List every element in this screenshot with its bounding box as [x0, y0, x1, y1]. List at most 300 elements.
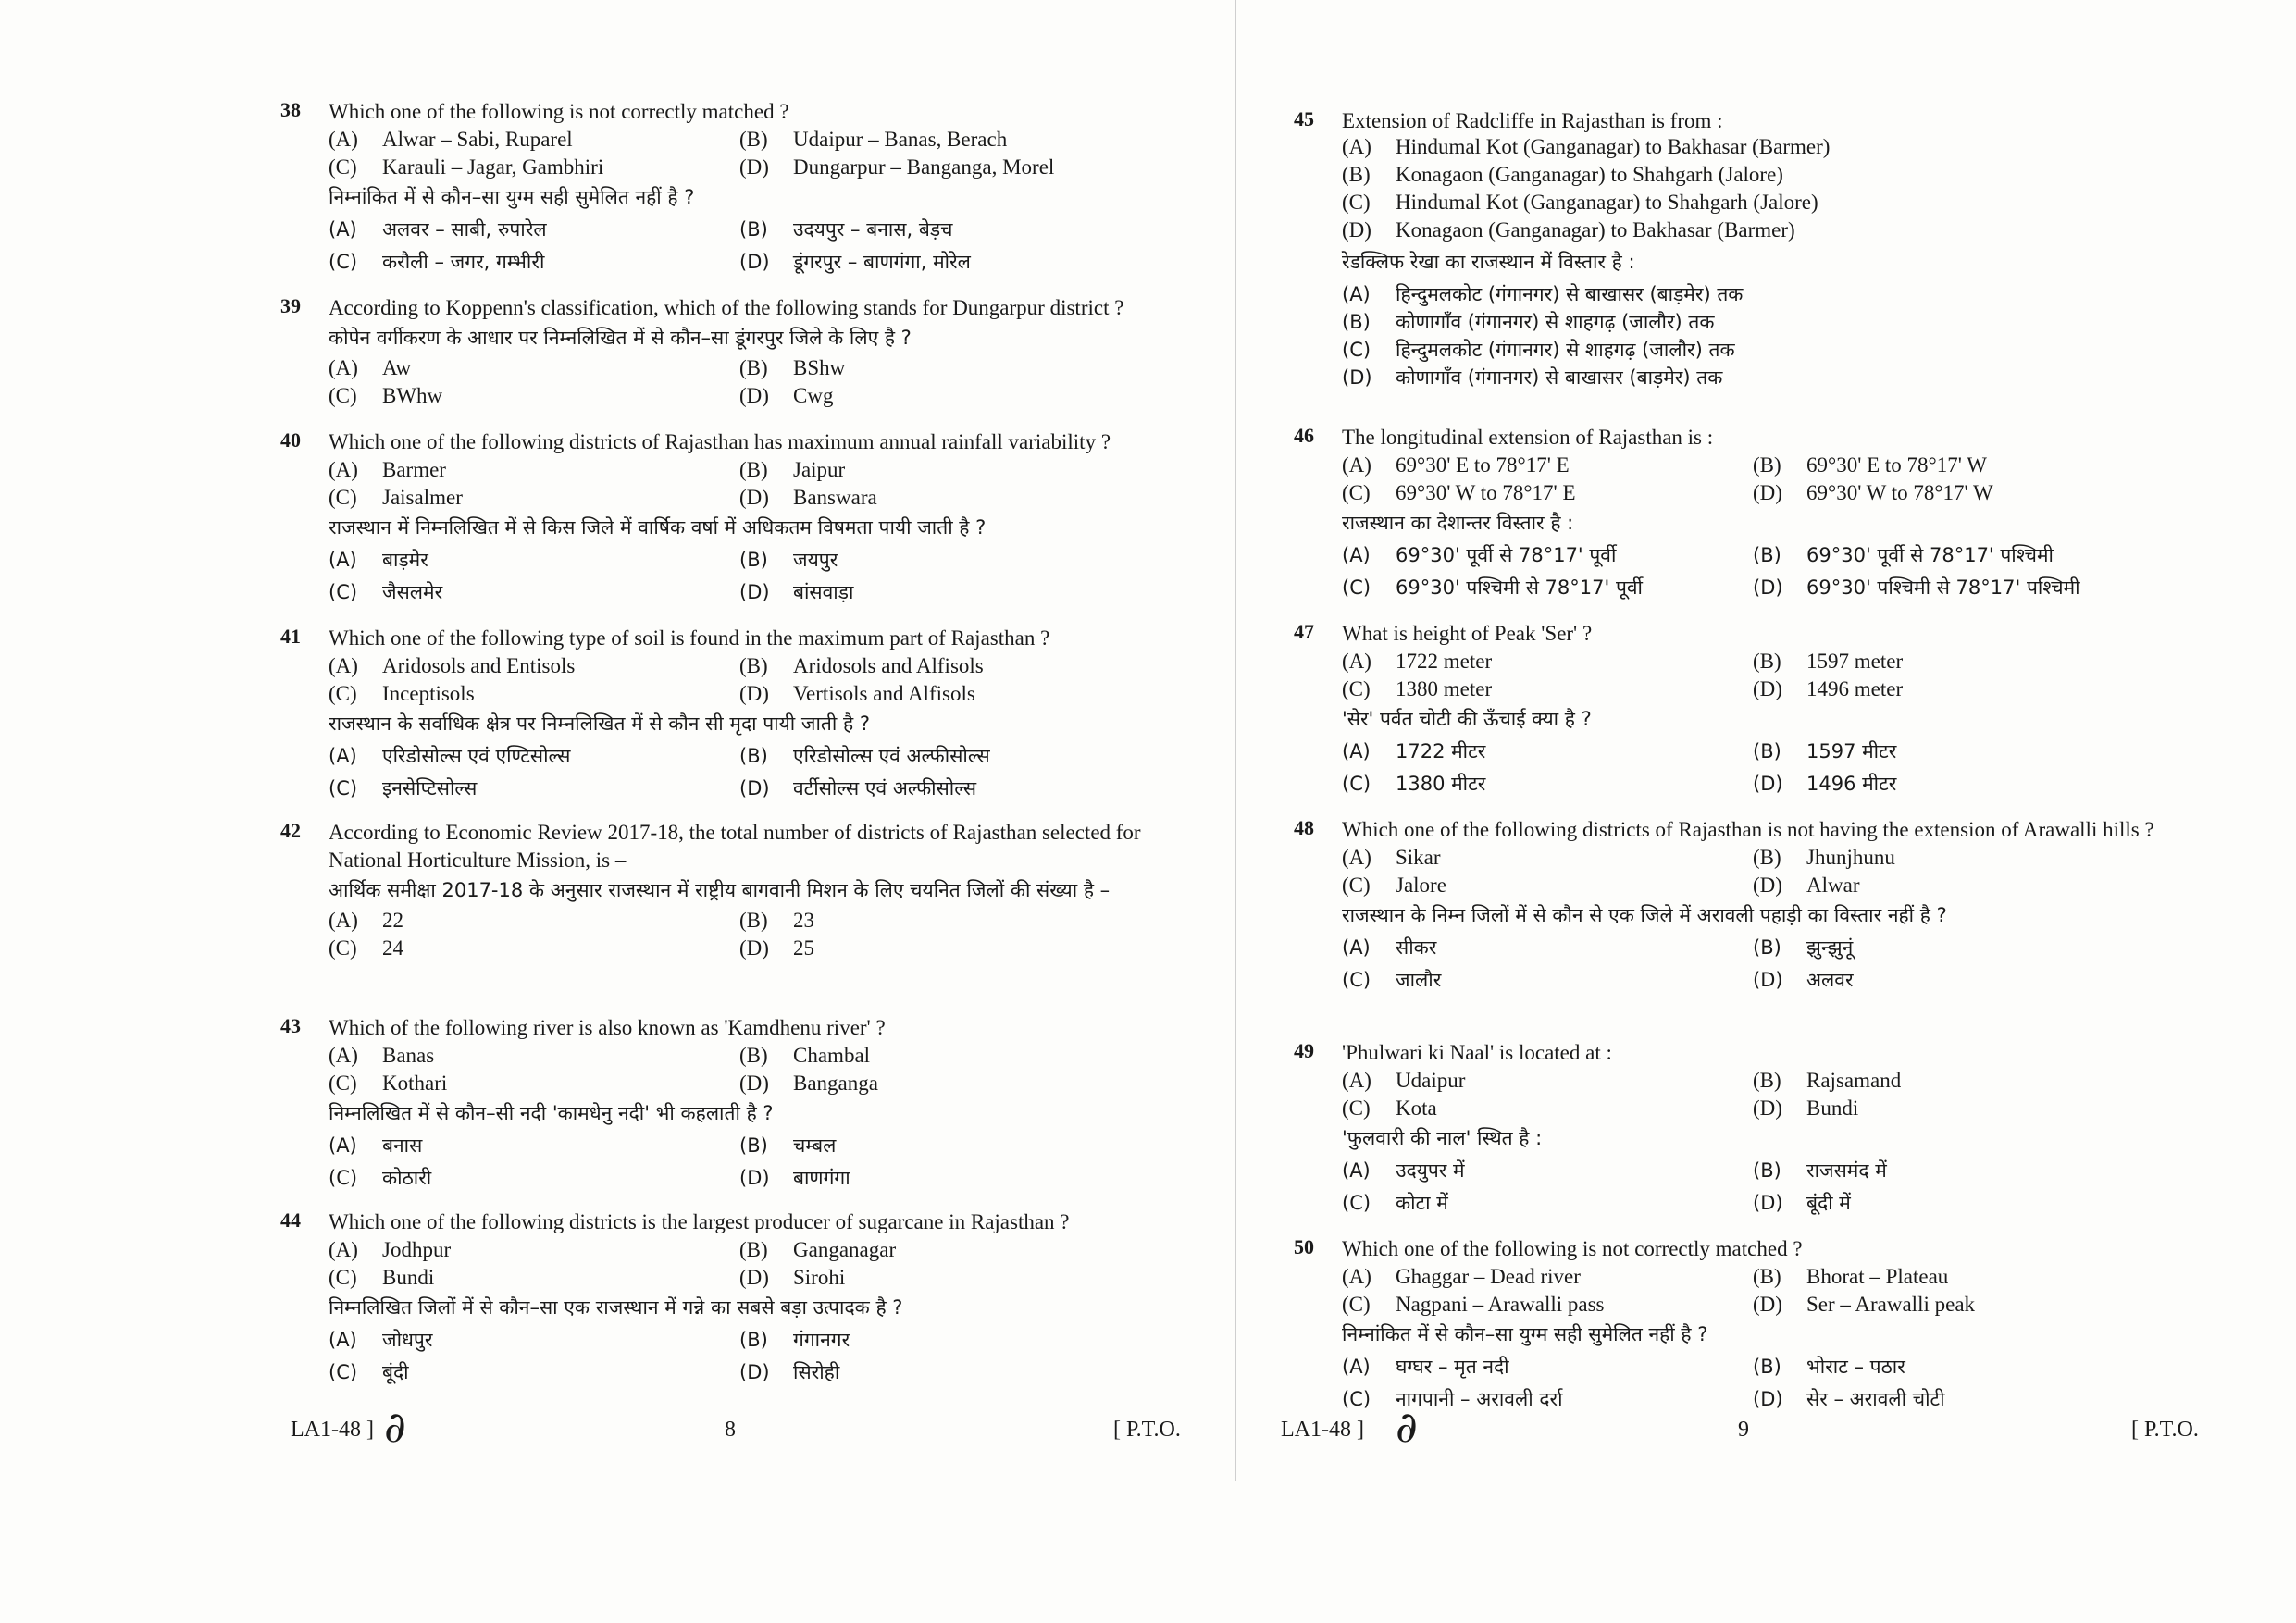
option-text: Hindumal Kot (Ganganagar) to Shahgarh (Jalore) [1396, 191, 1818, 214]
option-label: (B) [1753, 650, 1781, 673]
option-row [329, 576, 1208, 609]
option-row [1342, 479, 2221, 507]
option-row [1342, 163, 2221, 191]
option-row [1342, 572, 2221, 604]
option-text: सेर – अरावली चोटी [1806, 1388, 1945, 1410]
page-number: 9 [1738, 1418, 1749, 1442]
option-row [329, 246, 1208, 279]
option-text: BWhw [382, 384, 443, 407]
option-c [329, 484, 463, 512]
option-label: (D) [739, 155, 769, 179]
option-text: Bhorat – Plateau [1806, 1265, 1949, 1288]
option-text: सिरोही [793, 1361, 840, 1383]
option-label: (B) [1753, 544, 1781, 566]
option-text: Jodhpur [382, 1238, 452, 1261]
option-b [1753, 736, 1896, 768]
option-a [1342, 844, 1441, 872]
option-text: 1722 मीटर [1396, 740, 1486, 762]
option-d [1753, 675, 1903, 703]
option-label: (A) [329, 128, 358, 151]
option-label: (B) [739, 1238, 768, 1261]
option-text: Aridosols and Entisols [382, 654, 576, 677]
option-text: Konagaon (Ganganagar) to Bakhasar (Barmer) [1396, 218, 1795, 242]
option-text: Jaipur [793, 458, 846, 481]
option-text: 1722 meter [1396, 650, 1493, 673]
option-text: Kota [1396, 1096, 1437, 1120]
option-a [1342, 1067, 1465, 1095]
option-row [1342, 334, 2221, 362]
option-text: डूंगरपुर – बाणगंगा, मोरेल [793, 251, 971, 273]
option-row [1342, 279, 2221, 306]
option-text: Udaipur – Banas, Berach [793, 128, 1008, 151]
option-d [739, 680, 975, 708]
option-label: (B) [1342, 311, 1371, 333]
option-text: कोणागाँव (गंगानगर) से शाहगढ़ (जालौर) तक [1396, 311, 1715, 333]
option-a [1342, 932, 1436, 964]
option-label: (D) [739, 1361, 770, 1383]
option-label: (A) [1342, 453, 1371, 477]
option-text: 24 [382, 936, 403, 960]
option-label: (C) [329, 682, 357, 705]
option-b [739, 652, 984, 680]
option-text: 23 [793, 909, 814, 932]
option-label: (C) [329, 486, 357, 509]
question-text-english: The longitudinal extension of Rajasthan is : [1342, 426, 1714, 449]
option-c [329, 154, 603, 181]
option-text: 1380 मीटर [1396, 773, 1486, 795]
option-label: (B) [739, 458, 768, 481]
booklet-series-mark: ∂ [384, 1402, 406, 1452]
option-text: उदयुपर में [1396, 1159, 1465, 1182]
option-row [1342, 191, 2221, 218]
question-text-hindi: निम्नांकित में से कौन–सा युग्म सही सुमेलित नहीं है ? [329, 186, 695, 208]
option-b [1753, 1263, 1948, 1291]
option-text: उदयपुर – बनास, बेड़च [793, 218, 953, 241]
option-b [739, 544, 838, 576]
question-text-hindi: रेडक्लिफ रेखा का राजस्थान में विस्तार है : [1342, 251, 1635, 273]
option-b [739, 354, 845, 382]
option-text: 69°30' W to 78°17' E [1396, 481, 1576, 504]
option-label: (C) [1342, 773, 1371, 795]
option-text: BShw [793, 356, 846, 379]
option-row [329, 484, 1208, 512]
option-label: (D) [739, 384, 769, 407]
question-number: 40 [280, 428, 301, 452]
option-text: 69°30' पूर्वी से 78°17' पूर्वी [1396, 544, 1617, 566]
question-text-english: Which one of the following districts of Rajasthan has maximum annual rainfall variability ? [329, 430, 1111, 453]
option-text: हिन्दुमलकोट (गंगानगर) से शाहगढ़ (जालौर) तक [1396, 339, 1735, 361]
option-row [329, 544, 1208, 576]
option-text: Rajsamand [1806, 1069, 1902, 1092]
option-label: (B) [739, 549, 768, 571]
option-label: (A) [329, 1329, 357, 1351]
option-label: (A) [329, 1044, 358, 1067]
option-label: (C) [1342, 481, 1371, 504]
option-d [739, 773, 976, 805]
option-label: (C) [329, 936, 357, 960]
option-d [1342, 218, 1795, 242]
question-text-english: What is height of Peak 'Ser' ? [1342, 622, 1593, 645]
option-label: (C) [329, 581, 358, 603]
question-number: 49 [1294, 1039, 1314, 1062]
option-c [329, 935, 403, 962]
option-d [1753, 872, 1859, 899]
option-row [1342, 872, 2221, 899]
option-text: झुन्झुनूं [1806, 936, 1854, 959]
option-a [329, 544, 428, 576]
option-a [329, 126, 573, 154]
option-c [1342, 479, 1576, 507]
option-b [1753, 648, 1903, 675]
option-label: (D) [1753, 969, 1783, 991]
option-text: कोणागाँव (गंगानगर) से बाखासर (बाड़मेर) तक [1396, 366, 1723, 389]
option-label: (D) [739, 251, 770, 273]
option-a [329, 214, 547, 246]
option-label: (B) [1753, 936, 1781, 959]
option-d [739, 1162, 850, 1195]
option-label: (B) [739, 909, 768, 932]
option-label: (B) [1753, 740, 1781, 762]
option-d [739, 382, 833, 410]
option-text: Banas [382, 1044, 435, 1067]
option-a [329, 354, 411, 382]
option-row [1342, 1383, 2221, 1416]
question-number: 41 [280, 625, 301, 648]
option-text: Sirohi [793, 1266, 846, 1289]
option-label: (B) [739, 356, 768, 379]
option-d [739, 484, 877, 512]
option-b [739, 126, 1007, 154]
option-label: (D) [1753, 773, 1783, 795]
option-row [1342, 932, 2221, 964]
option-label: (D) [1753, 873, 1782, 897]
question-number: 50 [1294, 1235, 1314, 1258]
option-d [1753, 1383, 1945, 1416]
question-text-hindi: 'फुलवारी की नाल' स्थित है : [1342, 1127, 1543, 1149]
question-text-english: Which one of the following districts of Rajasthan is not having the extension of Arawalli hills ? [1342, 818, 2154, 841]
question-49 [1294, 1039, 2221, 1220]
option-b [1753, 1155, 1887, 1187]
option-b [1753, 1351, 1905, 1383]
option-row [329, 1357, 1208, 1389]
option-label: (C) [1342, 191, 1371, 214]
option-label: (B) [739, 745, 768, 767]
option-row [329, 740, 1208, 773]
option-label: (C) [329, 1167, 358, 1189]
option-a [1342, 135, 1830, 159]
option-text: बूंदी में [1806, 1192, 1851, 1214]
option-label: (A) [329, 458, 358, 481]
question-50 [1294, 1235, 2221, 1416]
option-text: बांसवाड़ा [793, 581, 854, 603]
option-row [329, 1264, 1208, 1292]
option-text: नागपानी – अरावली दर्रा [1396, 1388, 1563, 1410]
option-c [329, 773, 477, 805]
option-label: (C) [329, 1266, 357, 1289]
option-label: (D) [739, 581, 770, 603]
option-a [1342, 648, 1492, 675]
option-row [1342, 964, 2221, 997]
option-text: अलवर – साबी, रुपारेल [382, 218, 547, 241]
option-text: हिन्दुमलकोट (गंगानगर) से बाखासर (बाड़मेर) तक [1396, 283, 1744, 305]
option-row [329, 680, 1208, 708]
option-a [329, 907, 403, 935]
option-label: (B) [1753, 1159, 1781, 1182]
option-a [329, 1130, 422, 1162]
option-label: (C) [1342, 1293, 1371, 1316]
option-b [1753, 1067, 1901, 1095]
option-row [329, 907, 1208, 935]
option-text: जालौर [1396, 969, 1442, 991]
question-42 [280, 819, 1208, 962]
option-row [329, 935, 1208, 962]
option-label: (B) [739, 1329, 768, 1351]
option-d [1753, 1291, 1975, 1319]
option-row [329, 1324, 1208, 1357]
option-text: Chambal [793, 1044, 871, 1067]
option-d [1753, 1187, 1851, 1220]
option-a [329, 1236, 451, 1264]
option-label: (C) [1342, 576, 1371, 599]
option-label: (A) [329, 549, 357, 571]
question-text-hindi: राजस्थान के सर्वाधिक क्षेत्र पर निम्नलिखित में से कौन सी मृदा पायी जाती है ? [329, 712, 870, 735]
question-text-english: Extension of Radcliffe in Rajasthan is from : [1342, 109, 1723, 132]
option-c [1342, 768, 1485, 800]
option-row [1342, 768, 2221, 800]
option-row [1342, 306, 2221, 334]
question-44 [280, 1208, 1208, 1389]
option-label: (D) [1753, 1096, 1782, 1120]
option-label: (D) [1342, 218, 1371, 242]
option-label: (B) [739, 1134, 768, 1157]
question-number: 42 [280, 819, 301, 842]
question-text-hindi: राजस्थान के निम्न जिलों में से कौन से एक जिले में अरावली पहाड़ी का विस्तार नहीं है ? [1342, 904, 1947, 926]
option-a [1342, 1263, 1581, 1291]
question-text-english: Which one of the following is not correctly matched ? [329, 100, 789, 123]
option-row [1342, 675, 2221, 703]
option-text: अलवर [1806, 969, 1854, 991]
option-label: (A) [329, 1238, 358, 1261]
option-label: (B) [1753, 1356, 1781, 1378]
option-text: 22 [382, 909, 403, 932]
option-c [329, 246, 544, 279]
question-text-hindi: निम्नलिखित जिलों में से कौन–सा एक राजस्थान में गन्ने का सबसे बड़ा उत्पादक है ? [329, 1296, 903, 1319]
option-label: (A) [1342, 544, 1371, 566]
option-label: (C) [329, 777, 358, 799]
option-label: (D) [1753, 576, 1783, 599]
option-a [1342, 452, 1570, 479]
option-label: (D) [739, 682, 769, 705]
option-a [1342, 736, 1485, 768]
option-label: (C) [329, 251, 358, 273]
option-text: बाणगंगा [793, 1167, 850, 1189]
option-a [1342, 1155, 1465, 1187]
option-row [329, 1070, 1208, 1097]
option-text: Banswara [793, 486, 877, 509]
option-label: (C) [1342, 873, 1371, 897]
option-text: बूंदी [382, 1361, 409, 1383]
option-text: 69°30' पूर्वी से 78°17' पश्चिमी [1806, 544, 2054, 566]
option-row [329, 652, 1208, 680]
option-b [739, 214, 952, 246]
option-c [329, 1264, 434, 1292]
option-text: 25 [793, 936, 814, 960]
option-c [1342, 675, 1492, 703]
option-text: Kothari [382, 1072, 448, 1095]
option-b [739, 740, 990, 773]
question-47 [1294, 620, 2221, 800]
option-d [739, 1357, 839, 1389]
option-label: (A) [329, 909, 358, 932]
option-label: (A) [1342, 846, 1371, 869]
option-text: राजसमंद में [1806, 1159, 1887, 1182]
option-label: (D) [739, 486, 769, 509]
option-label: (D) [1342, 366, 1372, 389]
option-c [1342, 1187, 1448, 1220]
option-label: (A) [1342, 740, 1371, 762]
option-text: Bundi [382, 1266, 435, 1289]
option-label: (A) [1342, 650, 1371, 673]
option-label: (B) [1753, 1265, 1781, 1288]
option-label: (C) [329, 1361, 358, 1383]
option-row [1342, 539, 2221, 572]
question-40 [280, 428, 1208, 609]
option-c [329, 382, 442, 410]
question-text-english: According to Economic Review 2017-18, the total number of districts of Rajasthan selected for National Horticulture Mission, is – [329, 821, 1141, 872]
option-text: Aw [382, 356, 412, 379]
option-label: (D) [1753, 1192, 1783, 1214]
option-d [1342, 362, 1722, 394]
option-text: इनसेप्टिसोल्स [382, 777, 478, 799]
option-a [1342, 539, 1616, 572]
option-label: (A) [1342, 1069, 1371, 1092]
option-row [1342, 135, 2221, 163]
booklet-code: LA1-48 ] [291, 1418, 374, 1442]
option-d [739, 1070, 878, 1097]
option-label: (D) [1753, 677, 1782, 700]
option-b [739, 1042, 870, 1070]
option-row [329, 1162, 1208, 1195]
option-row [329, 354, 1208, 382]
option-text: जयपुर [793, 549, 838, 571]
option-row [1342, 218, 2221, 246]
option-text: जोधपुर [382, 1329, 433, 1351]
option-d [1753, 572, 2080, 604]
option-row [1342, 844, 2221, 872]
option-text: 69°30' E to 78°17' E [1396, 453, 1570, 477]
option-text: भोराट – पठार [1806, 1356, 1905, 1378]
option-label: (C) [329, 155, 357, 179]
question-number: 47 [1294, 620, 1314, 643]
option-c [329, 1162, 431, 1195]
question-38 [280, 98, 1208, 279]
option-text: Aridosols and Alfisols [793, 654, 984, 677]
question-text-hindi: राजस्थान में निम्नलिखित में से किस जिले में वार्षिक वर्षा में अधिकतम विषमता पायी जाती है ? [329, 516, 987, 539]
option-text: Karauli – Jagar, Gambhiri [382, 155, 604, 179]
option-label: (D) [739, 1167, 770, 1189]
option-text: Inceptisols [382, 682, 475, 705]
option-row [329, 1236, 1208, 1264]
option-text: Jhunjhunu [1806, 846, 1895, 869]
option-text: जैसलमेर [382, 581, 443, 603]
option-row [1342, 1263, 2221, 1291]
question-text-hindi: कोपेन वर्गीकरण के आधार पर निम्नलिखित में से कौन–सा डूंगरपुर जिले के लिए है ? [329, 327, 912, 349]
option-a [329, 456, 446, 484]
option-b [739, 1130, 836, 1162]
option-row [1342, 362, 2221, 390]
option-label: (D) [1753, 1293, 1782, 1316]
option-text: Jaisalmer [382, 486, 463, 509]
option-text: 1380 meter [1396, 677, 1493, 700]
question-text-english: 'Phulwari ki Naal' is located at : [1342, 1041, 1612, 1064]
option-text: चम्बल [793, 1134, 837, 1157]
option-text: सीकर [1396, 936, 1437, 959]
option-text: Alwar [1806, 873, 1860, 897]
option-label: (A) [1342, 135, 1371, 158]
option-text: Alwar – Sabi, Ruparel [382, 128, 573, 151]
option-d [739, 154, 1054, 181]
question-text-english: According to Koppenn's classification, which of the following stands for Dungarpur district ? [329, 296, 1124, 319]
option-row [329, 154, 1208, 181]
option-label: (A) [329, 218, 357, 241]
option-label: (A) [1342, 1356, 1371, 1378]
option-label: (B) [739, 128, 768, 151]
option-text: घग्घर – मृत नदी [1396, 1356, 1509, 1378]
option-c [329, 1357, 409, 1389]
option-text: 69°30' पश्चिमी से 78°17' पश्चिमी [1806, 576, 2080, 599]
option-text: Nagpani – Arawalli pass [1396, 1293, 1605, 1316]
option-row [329, 1042, 1208, 1070]
option-label: (C) [1342, 1096, 1371, 1120]
option-text: बनास [382, 1134, 423, 1157]
option-label: (C) [329, 1072, 357, 1095]
option-c [1342, 1383, 1563, 1416]
option-label: (A) [1342, 1159, 1371, 1182]
option-text: Dungarpur – Banganga, Morel [793, 155, 1055, 179]
question-text-english: Which one of the following type of soil is found in the maximum part of Rajasthan ? [329, 626, 1050, 650]
option-text: एरिडोसोल्स एवं एण्टिसोल्स [382, 745, 571, 767]
option-label: (A) [1342, 936, 1371, 959]
question-41 [280, 625, 1208, 805]
option-label: (B) [1753, 1069, 1781, 1092]
option-text: Jalore [1396, 873, 1446, 897]
option-label: (D) [739, 1266, 769, 1289]
option-row [1342, 1351, 2221, 1383]
question-text-english: Which of the following river is also known as 'Kamdhenu river' ? [329, 1016, 886, 1039]
question-text-english: Which one of the following is not correctly matched ? [1342, 1237, 1803, 1260]
question-text-hindi: निम्नलिखित में से कौन–सी नदी 'कामधेनु नदी' भी कहलाती है ? [329, 1102, 774, 1124]
question-number: 45 [1294, 107, 1314, 130]
option-c [329, 680, 475, 708]
option-row [329, 1130, 1208, 1162]
option-label: (A) [329, 654, 358, 677]
option-label: (C) [1342, 1192, 1371, 1214]
option-d [1753, 964, 1854, 997]
question-46 [1294, 424, 2221, 604]
option-d [739, 935, 814, 962]
option-text: Konagaon (Ganganagar) to Shahgarh (Jalore) [1396, 163, 1783, 186]
option-d [1753, 768, 1896, 800]
option-row [1342, 736, 2221, 768]
question-39 [280, 294, 1208, 410]
option-label: (B) [739, 1044, 768, 1067]
option-text: वर्टीसोल्स एवं अल्फीसोल्स [793, 777, 977, 799]
option-label: (D) [1753, 481, 1782, 504]
option-d [739, 246, 971, 279]
option-c [1342, 1291, 1604, 1319]
pto-label: [ P.T.O. [1113, 1418, 1181, 1442]
option-text: 1597 meter [1806, 650, 1904, 673]
